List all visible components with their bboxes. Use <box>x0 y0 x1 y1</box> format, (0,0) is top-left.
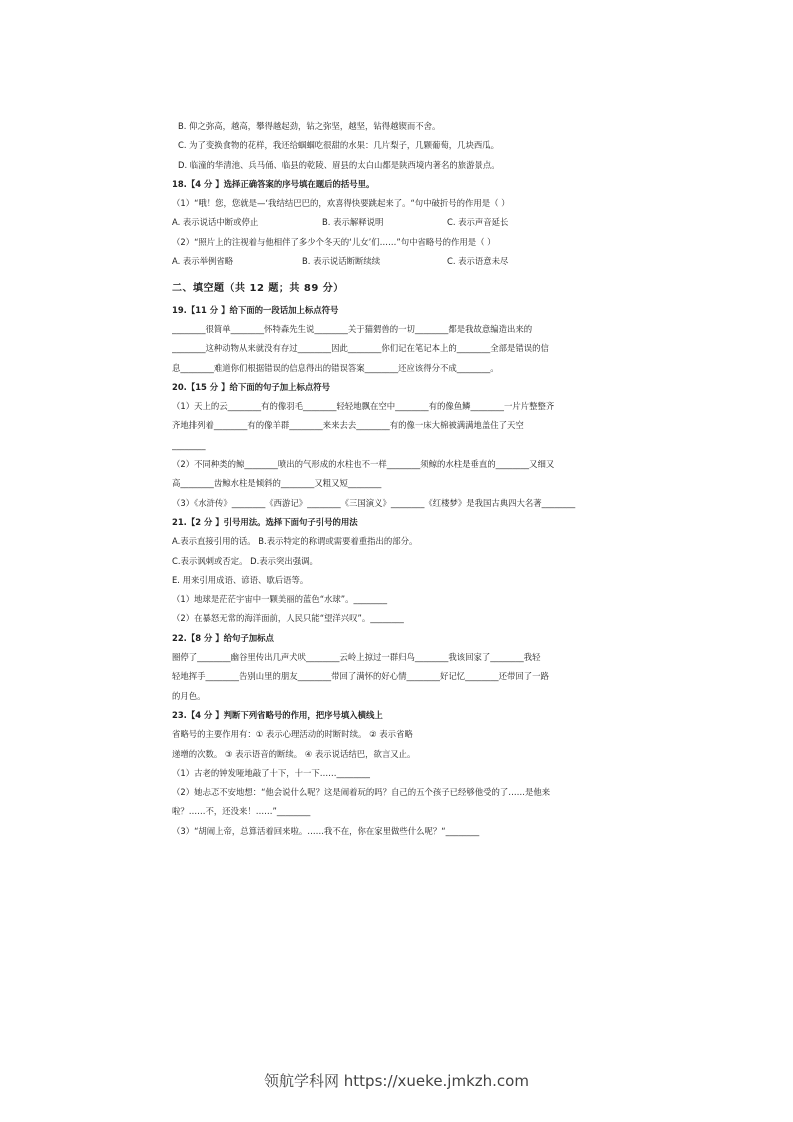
q21-line: A.表示直接引用的话。 B.表示特定的称谓或需要着重指出的部分。 <box>172 536 418 547</box>
q19-line: ________很简单________怀特森先生说________关于猫猬兽的一切________都是我故意编造出来的 <box>172 323 533 334</box>
q18-item1-option-c: C. 表示声音延长 <box>447 217 509 228</box>
q18-item2-option-b: B. 表示说话断断续续 <box>302 256 381 267</box>
q23-line: 省略号的主要作用有：① 表示心理活动的时断时续。 ② 表示省略 <box>172 729 413 740</box>
site-watermark: 领航学科网 https://xueke.jmkzh.com <box>264 1072 529 1090</box>
q21-line: C.表示讽刺或否定。 D.表示突出强调。 <box>172 555 318 566</box>
q20-line: （2）不同种类的鲸________喷出的气形成的水柱也不一样________须鲸的水柱是垂直的________又细又 <box>172 459 555 470</box>
q17-option-c: C. 为了变换食物的花样，我还给蝈蝈吃很甜的水果：几片梨子，几颗葡萄，几块西瓜。 <box>178 140 500 151</box>
q20-line: 齐地排列着________有的像羊群________来来去去________有的像一床大棉被满满地盖住了天空 <box>172 420 524 431</box>
q17-option-d: D. 临潼的华清池、兵马俑、临县的乾陵、眉县的太白山都是陕西境内著名的旅游景点。 <box>178 159 500 170</box>
q20-line: （3）《水浒传》________《西游记》________《三国演义》________《红楼梦》是我国古典四大名著________ <box>172 497 576 508</box>
q22-line: 圈停了________幽谷里传出几声犬吠________云岭上掠过一群归鸟________我该回家了________我轻 <box>172 652 541 663</box>
q18-item1-option-a: A. 表示说话中断或停止 <box>172 217 259 228</box>
q23-line: （2）她忐忑不安地想：“他会说什么呢？这是闹着玩的吗？自己的五个孩子已经够他受的了……是他来 <box>172 787 551 798</box>
q20-title: 20.【15 分 】给下面的句子加上标点符号 <box>172 381 330 392</box>
q20-line: ________ <box>172 439 206 450</box>
q18-item2-option-a: A. 表示举例省略 <box>172 256 234 267</box>
q18-item1-option-b: B. 表示解释说明 <box>322 217 384 228</box>
q22-line: 轻地挥手________告别山里的朋友________带回了满怀的好心情________好记忆________还带回了一路 <box>172 671 549 682</box>
q18-item1: （1）“哦！您，您就是—‘我结结巴巴的，欢喜得快要跳起来了。“句中破折号的作用是（ ） <box>172 198 510 209</box>
q19-title: 19.【11 分 】给下面的一段话加上标点符号 <box>172 304 339 315</box>
q18-item2-option-c: C. 表示语意未尽 <box>447 256 509 267</box>
q22-line: 的月色。 <box>172 690 206 701</box>
q20-line: （1）天上的云________有的像羽毛________轻轻地飘在空中________有的像鱼鳞________一片片整整齐 <box>172 401 555 412</box>
q18-title: 18.【4 分 】选择正确答案的序号填在题后的括号里。 <box>172 178 375 189</box>
q20-line: 高________齿鲸水柱是倾斜的________又粗又短________ <box>172 478 382 489</box>
q18-item2-options <box>172 252 632 271</box>
q23-line: 递增的次数。 ③ 表示语音的断续。 ④ 表示说话结巴，欲言又止。 <box>172 748 416 759</box>
q21-title: 21.【2 分 】引号用法。选择下面句子引号的用法 <box>172 516 358 527</box>
q21-line: （2）在暴怒无常的海洋面前，人民只能“望洋兴叹”。________ <box>172 613 404 624</box>
exam-content <box>172 117 632 841</box>
section-heading: 二、填空题（共 12 题；共 89 分） <box>172 283 344 295</box>
q19-line: 息________难道你们根据错误的信息得出的错误答案________还应该得分不成________。 <box>172 362 499 373</box>
q17-option-b: B. 仰之弥高，越高，攀得越起劲，钻之弥坚，越坚，钻得越锲而不舍。 <box>178 121 441 131</box>
q19-line: ________这种动物从来就没有存过________因此________你们记在笔记本上的________全部是错误的信 <box>172 343 549 354</box>
q18-item1-options <box>172 213 632 232</box>
q23-line: （3）“胡闹上帝，总算活着回来啦。……我不在，你在家里做些什么呢？“________ <box>172 825 480 836</box>
q22-title: 22.【8 分 】给句子加标点 <box>172 632 274 643</box>
q21-line: E. 用来引用成语、谚语、歇后语等。 <box>172 574 309 585</box>
q21-line: （1）地球是茫茫宇宙中一颗美丽的蓝色“水球”。________ <box>172 594 388 605</box>
q18-item2: （2）“照片上的注视着与他相伴了多少个冬天的‘儿女’们……”句中省略号的作用是（ ） <box>172 236 496 247</box>
q23-title: 23.【4 分 】判断下列省略号的作用，把序号填入横线上 <box>172 709 383 720</box>
q23-line: （1）古老的钟发哑地敲了十下，十一下……________ <box>172 767 370 778</box>
q23-line: 啦？……不，还没来！……”________ <box>172 806 311 817</box>
